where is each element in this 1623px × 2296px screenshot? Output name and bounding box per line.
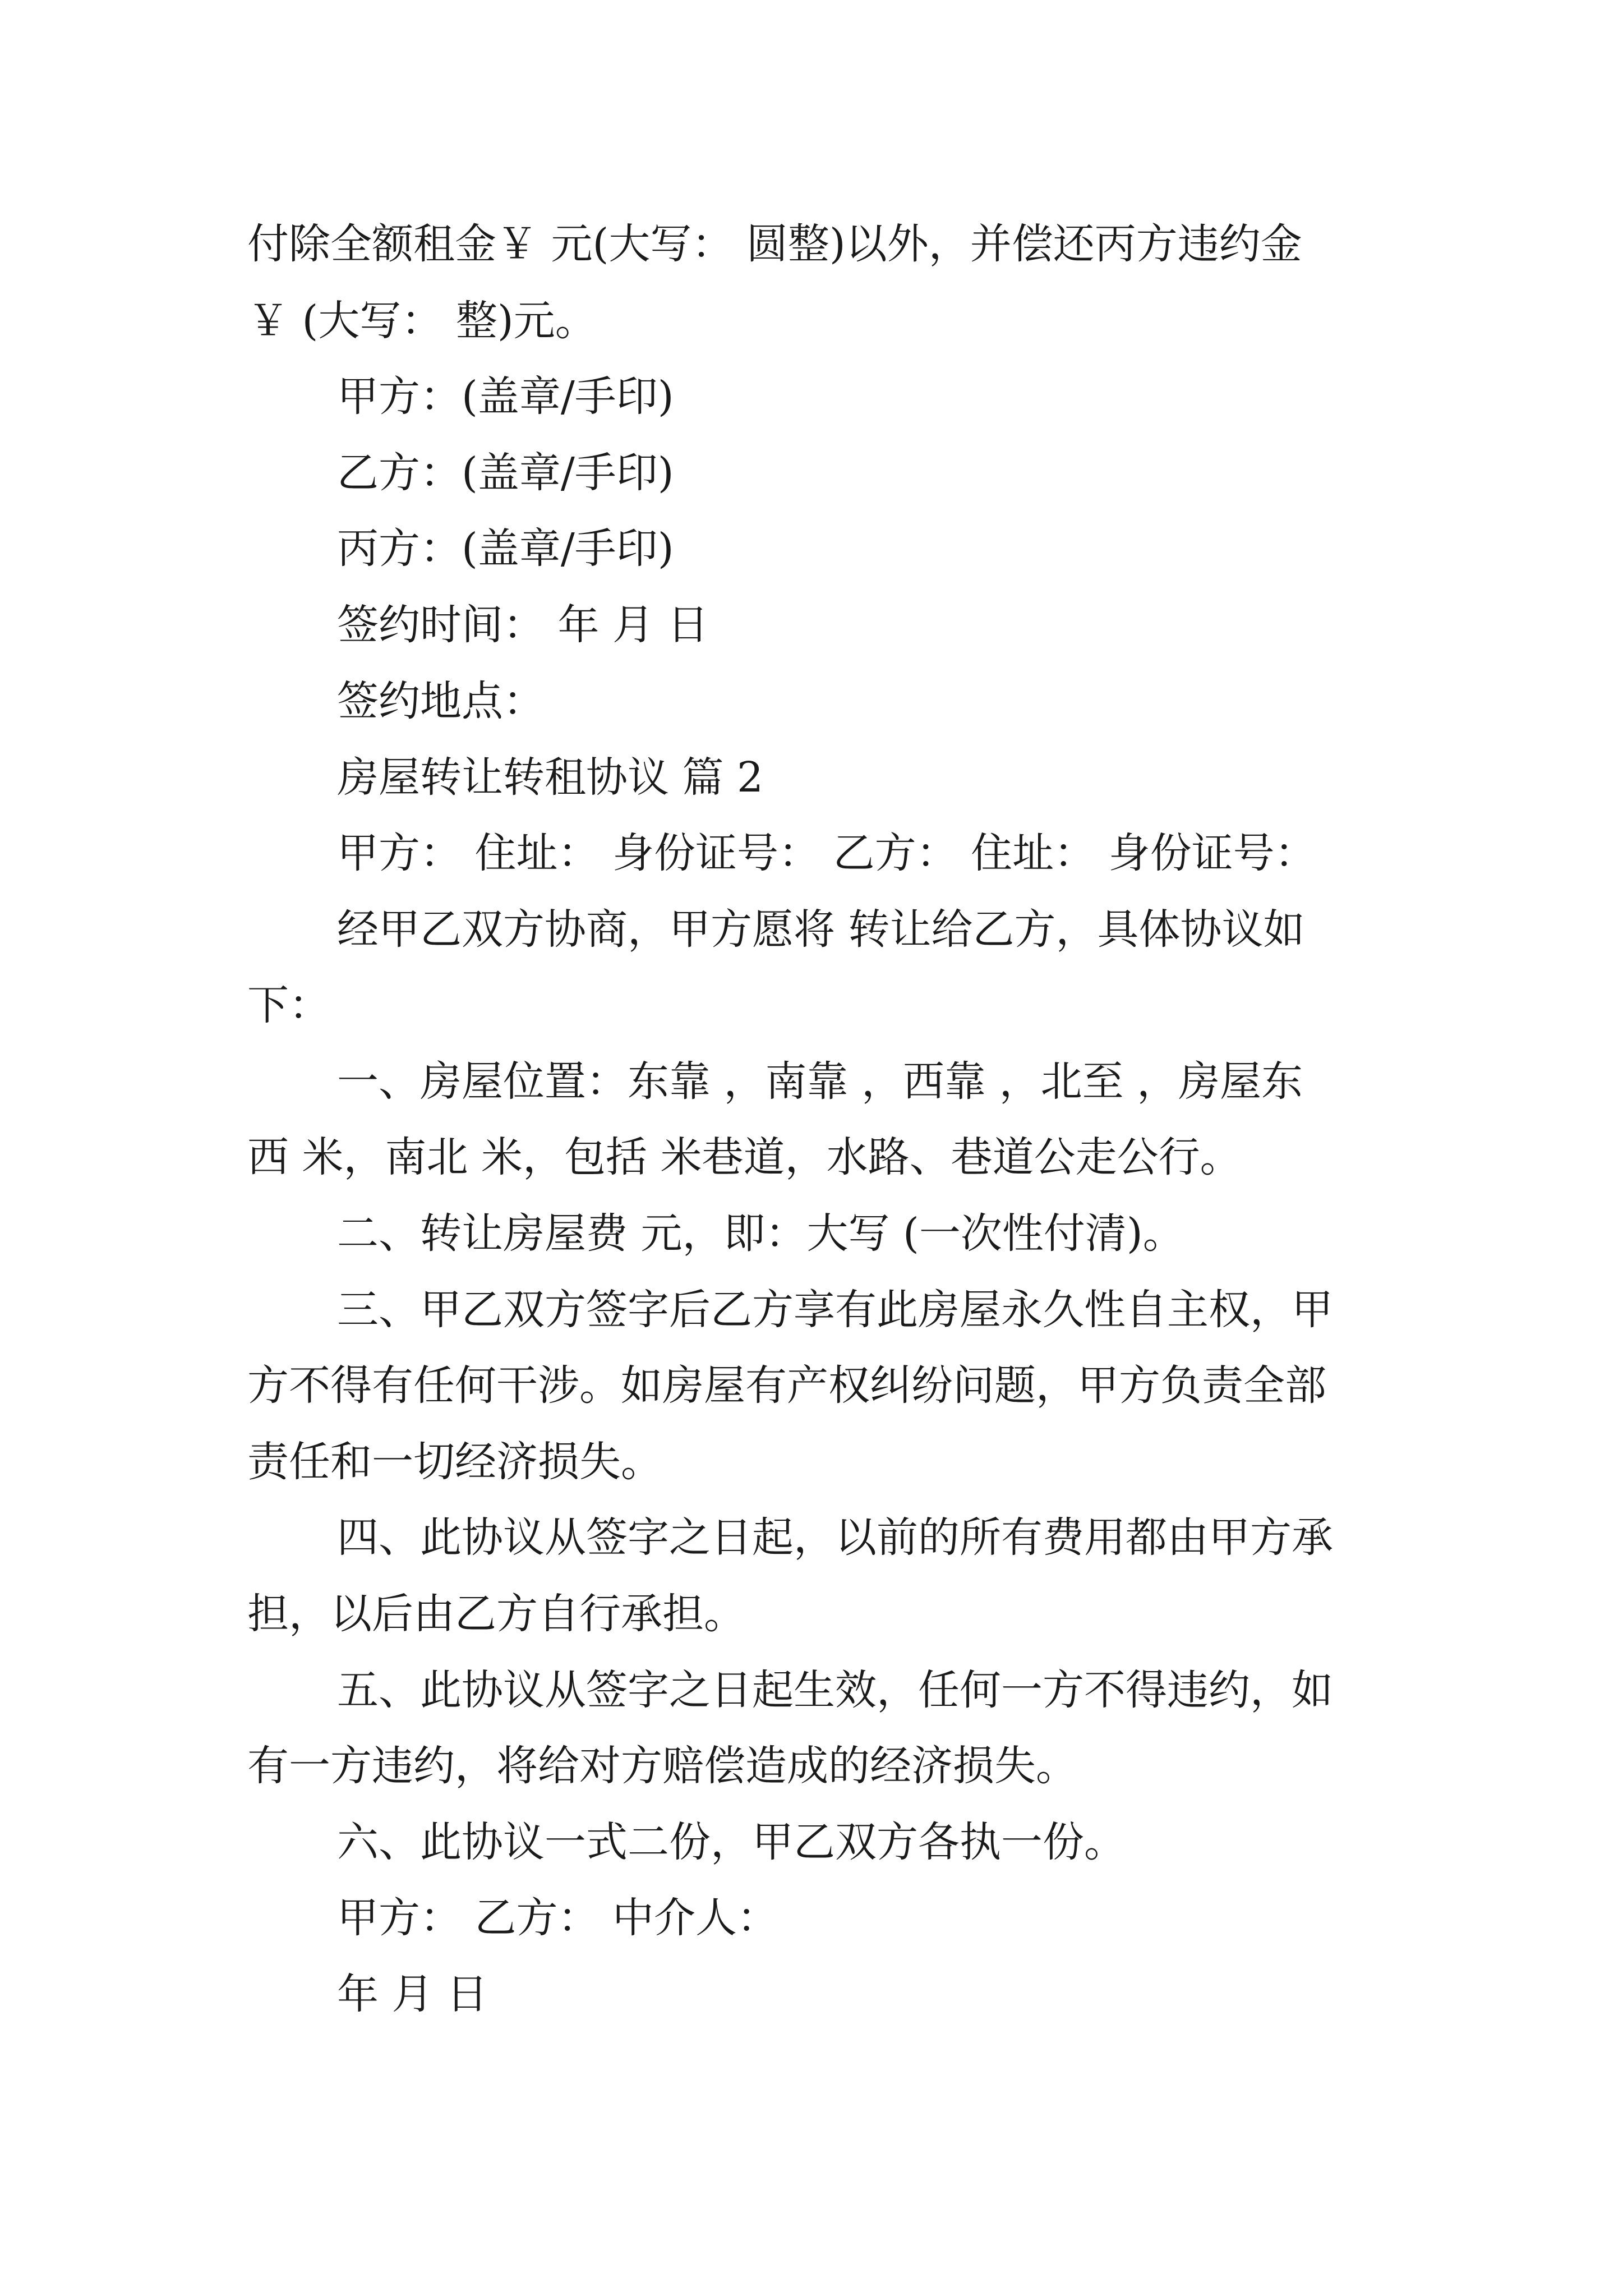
date-line: 年 月 日 bbox=[337, 1970, 488, 2018]
clause-1-line: 一、房屋位置：东靠 ，南靠 ，西靠 ，北至 ，房屋东 bbox=[337, 1057, 1303, 1106]
clause-6-line: 六、此协议一式二份，甲乙双方各执一份。 bbox=[337, 1818, 1126, 1866]
clause-3-line: 三、甲乙双方签字后乙方享有此房屋永久性自主权，甲 bbox=[337, 1286, 1333, 1334]
signature-line-party-b: 乙方：(盖章/手印) bbox=[337, 449, 674, 497]
clause-3-line: 方不得有任何干涉。如房屋有产权纠纷问题，甲方负责全部 bbox=[247, 1361, 1326, 1410]
clause-3-line: 责任和一切经济损失。 bbox=[247, 1438, 662, 1486]
text-line: ￥ (大写： 整)元。 bbox=[247, 297, 597, 345]
clause-4-line: 担，以后由乙方自行承担。 bbox=[247, 1590, 745, 1638]
text-line: 下： bbox=[247, 981, 330, 1029]
parties-line: 甲方： 住址： 身份证号： 乙方： 住址： 身份证号： bbox=[337, 829, 1316, 877]
clause-5-line: 五、此协议从签字之日起生效，任何一方不得违约，如 bbox=[337, 1666, 1333, 1714]
text-line: 经甲乙双方协商，甲方愿将 转让给乙方，具体协议如 bbox=[337, 905, 1305, 954]
signing-date-line: 签约时间： 年 月 日 bbox=[337, 601, 709, 649]
signing-place-line: 签约地点： bbox=[337, 677, 545, 725]
signatories-line: 甲方： 乙方： 中介人： bbox=[337, 1894, 779, 1942]
signature-line-party-a: 甲方：(盖章/手印) bbox=[337, 372, 674, 421]
clause-2-line: 二、转让房屋费 元，即：大写 (一次性付清)。 bbox=[337, 1209, 1184, 1258]
text-line: 付除全额租金￥ 元(大写： 圆整)以外，并偿还丙方违约金 bbox=[247, 220, 1302, 268]
section-title: 房屋转让转租协议 篇 2 bbox=[337, 753, 764, 802]
clause-4-line: 四、此协议从签字之日起，以前的所有费用都由甲方承 bbox=[337, 1513, 1333, 1562]
signature-line-party-c: 丙方：(盖章/手印) bbox=[337, 524, 674, 573]
clause-1-line: 西 米，南北 米，包括 米巷道，水路、巷道公走公行。 bbox=[247, 1133, 1242, 1181]
clause-5-line: 有一方违约，将给对方赔偿造成的经济损失。 bbox=[247, 1742, 1077, 1790]
